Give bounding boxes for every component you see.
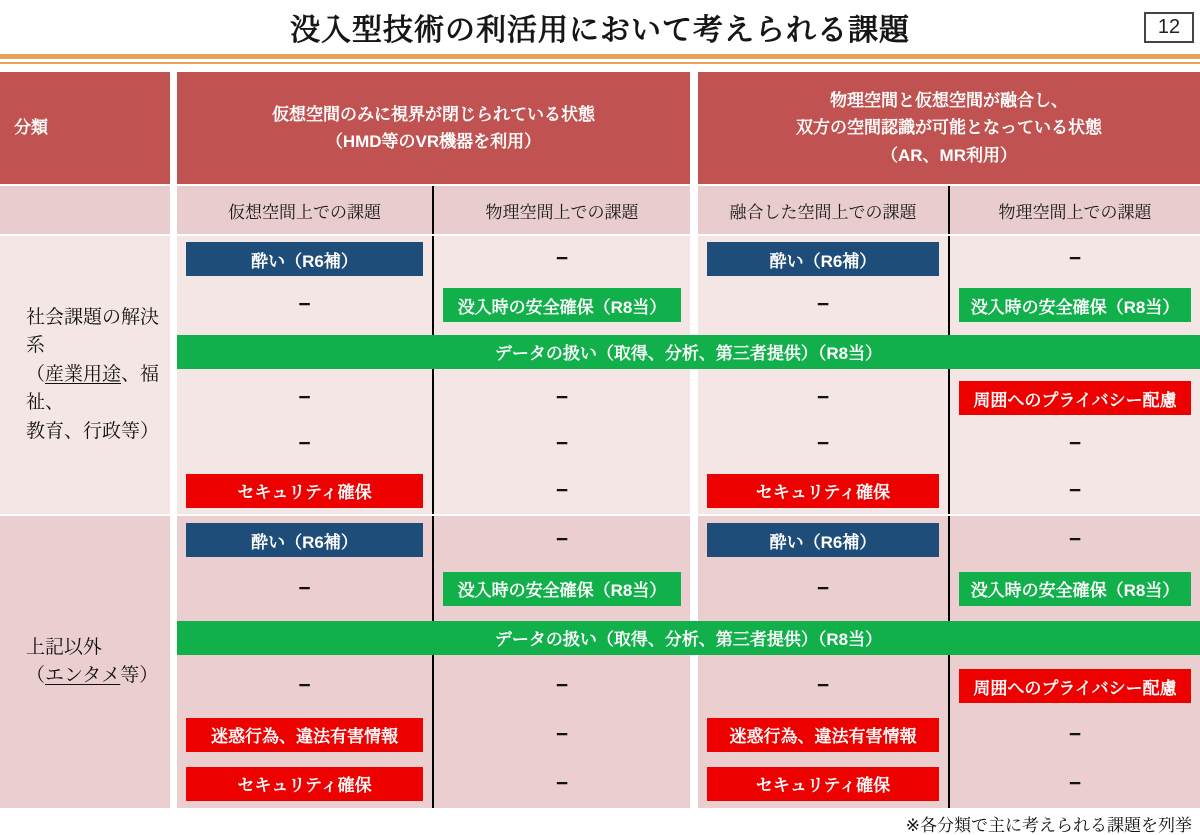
label-text: 等） (120, 665, 159, 686)
empty-dash-cell (948, 236, 1200, 282)
row-group-social-issues (0, 236, 1200, 514)
empty-dash-cell (698, 282, 948, 328)
challenge-badge-blue: 酔い（R6補） (186, 242, 423, 276)
corner-subheader-cell (0, 186, 170, 234)
table-header-row-2 (0, 186, 1200, 234)
challenge-cell (177, 516, 432, 565)
empty-dash-cell (948, 711, 1200, 760)
challenge-badge-red: セキュリティ確保 (186, 767, 423, 801)
dash: − (555, 771, 569, 795)
empty-dash-cell (698, 565, 948, 614)
empty-dash-cell (432, 468, 690, 514)
group-header-line: 物理空間と仮想空間が融合し、 (830, 91, 1068, 111)
challenge-badge-green: 没入時の安全確保（R8当） (443, 572, 681, 606)
challenge-badge-blue: 酔い（R6補） (186, 523, 423, 557)
challenge-badge-blue: 酔い（R6補） (707, 523, 939, 557)
challenge-badge-span-green: データの扱い（取得、分析、第三者提供）（R8当） (177, 335, 1200, 369)
challenge-badge-green: 没入時の安全確保（R8当） (959, 572, 1191, 606)
dash: − (1068, 528, 1082, 552)
dash: − (298, 386, 311, 410)
challenge-badge-red: 周囲へのプライバシー配慮 (959, 381, 1191, 415)
empty-dash-cell (948, 421, 1200, 467)
empty-dash-cell (177, 421, 432, 467)
span-challenge-cell (177, 613, 1200, 662)
challenge-cell (698, 759, 948, 808)
dash: − (555, 386, 569, 410)
dash: − (555, 722, 569, 746)
row-group-label-text (26, 634, 158, 691)
label-text: 教育、行政等） (26, 420, 160, 442)
row-group-label-text (26, 304, 170, 447)
challenge-badge-red: セキュリティ確保 (186, 474, 423, 508)
challenge-badge-span-green: データの扱い（取得、分析、第三者提供）（R8当） (177, 621, 1200, 655)
empty-dash-cell (948, 468, 1200, 514)
empty-dash-cell (698, 421, 948, 467)
label-underlined-text: エンタメ (45, 665, 121, 686)
challenge-badge-red: 周囲へのプライバシー配慮 (959, 669, 1191, 703)
label-text: 、福祉、 (26, 363, 160, 414)
corner-header-cell (0, 72, 170, 184)
challenge-cell (948, 375, 1200, 421)
empty-dash-cell (177, 565, 432, 614)
group-header-vr (177, 72, 690, 184)
empty-dash-cell (432, 711, 690, 760)
challenge-cell (177, 711, 432, 760)
dash: − (1068, 478, 1082, 502)
corner-label: 分類 (14, 118, 48, 138)
label-text: （ (26, 363, 46, 385)
challenge-badge-blue: 酔い（R6補） (707, 242, 939, 276)
dash: − (816, 432, 830, 456)
dash: − (555, 528, 569, 552)
row-group-label (0, 516, 170, 808)
challenge-cell (432, 282, 690, 328)
empty-dash-cell (432, 662, 690, 711)
challenge-cell (432, 565, 690, 614)
challenge-badge-red: セキュリティ確保 (707, 474, 939, 508)
dash: − (816, 293, 830, 317)
empty-dash-cell (432, 421, 690, 467)
title-bar (0, 0, 1200, 54)
footnote: ※各分類で主に考えられる課題を列挙 (905, 816, 1192, 835)
group-header-line: 双方の空間認識が可能となっている状態 (796, 118, 1102, 138)
row-group-entertainment (0, 516, 1200, 808)
dash: − (555, 674, 569, 698)
empty-dash-cell (177, 662, 432, 711)
label-underlined-text: 産業用途 (45, 363, 122, 385)
empty-dash-cell (698, 662, 948, 711)
challenge-cell (177, 236, 432, 282)
challenge-cell (698, 711, 948, 760)
challenge-badge-green: 没入時の安全確保（R8当） (443, 288, 681, 322)
table-header-row-1 (0, 72, 1200, 184)
challenge-badge-red: 迷惑行為、違法有害情報 (707, 718, 939, 752)
dash: − (1068, 432, 1082, 456)
dash: − (298, 432, 311, 456)
challenge-cell (177, 468, 432, 514)
dash: − (555, 478, 569, 502)
challenge-cell (698, 516, 948, 565)
dash: − (816, 674, 830, 698)
empty-dash-cell (948, 759, 1200, 808)
column-header-merged: 融合した空間上での課題 (698, 186, 948, 234)
dash: − (555, 247, 569, 271)
title-rule-thin (0, 62, 1200, 64)
empty-dash-cell (948, 516, 1200, 565)
dash: − (298, 674, 311, 698)
challenge-badge-red: 迷惑行為、違法有害情報 (186, 718, 423, 752)
empty-dash-cell (432, 516, 690, 565)
page-title: 没入型技術の利活用において考えられる課題 (290, 14, 910, 47)
challenge-cell (948, 662, 1200, 711)
challenge-cell (177, 759, 432, 808)
dash: − (816, 386, 830, 410)
label-text: 上記以外 (26, 636, 103, 658)
challenge-badge-red: セキュリティ確保 (707, 767, 939, 801)
challenge-cell (698, 468, 948, 514)
label-text: （ (26, 665, 46, 686)
empty-dash-cell (177, 282, 432, 328)
dash: − (298, 576, 311, 600)
empty-dash-cell (698, 375, 948, 421)
column-header-virtual: 仮想空間上での課題 (177, 186, 432, 234)
challenge-cell (698, 236, 948, 282)
empty-dash-cell (432, 759, 690, 808)
empty-dash-cell (432, 375, 690, 421)
group-header-line: （HMD等のVR機器を利用） (325, 132, 542, 151)
column-header-physical-vr: 物理空間上での課題 (432, 186, 690, 234)
dash: − (1068, 722, 1082, 746)
dash: − (1068, 771, 1082, 795)
group-header-ar-mr (698, 72, 1200, 184)
row-group-label (0, 236, 170, 514)
page-number-box (1144, 12, 1194, 43)
page-number: 12 (1157, 16, 1181, 38)
dash: − (816, 576, 830, 600)
dash: − (1068, 247, 1082, 271)
group-header-line: 仮想空間のみに視界が閉じられている状態 (272, 104, 595, 124)
challenges-table (0, 72, 1200, 808)
dash: − (555, 432, 569, 456)
column-header-physical-ar: 物理空間上での課題 (948, 186, 1200, 234)
challenge-badge-green: 没入時の安全確保（R8当） (959, 288, 1191, 322)
empty-dash-cell (432, 236, 690, 282)
span-challenge-cell (177, 329, 1200, 375)
group-header-line: （AR、MR利用） (881, 145, 1017, 165)
empty-dash-cell (177, 375, 432, 421)
challenge-cell (948, 565, 1200, 614)
challenge-cell (948, 282, 1200, 328)
dash: − (298, 293, 311, 317)
label-text: 社会課題の解決系 (26, 306, 160, 357)
